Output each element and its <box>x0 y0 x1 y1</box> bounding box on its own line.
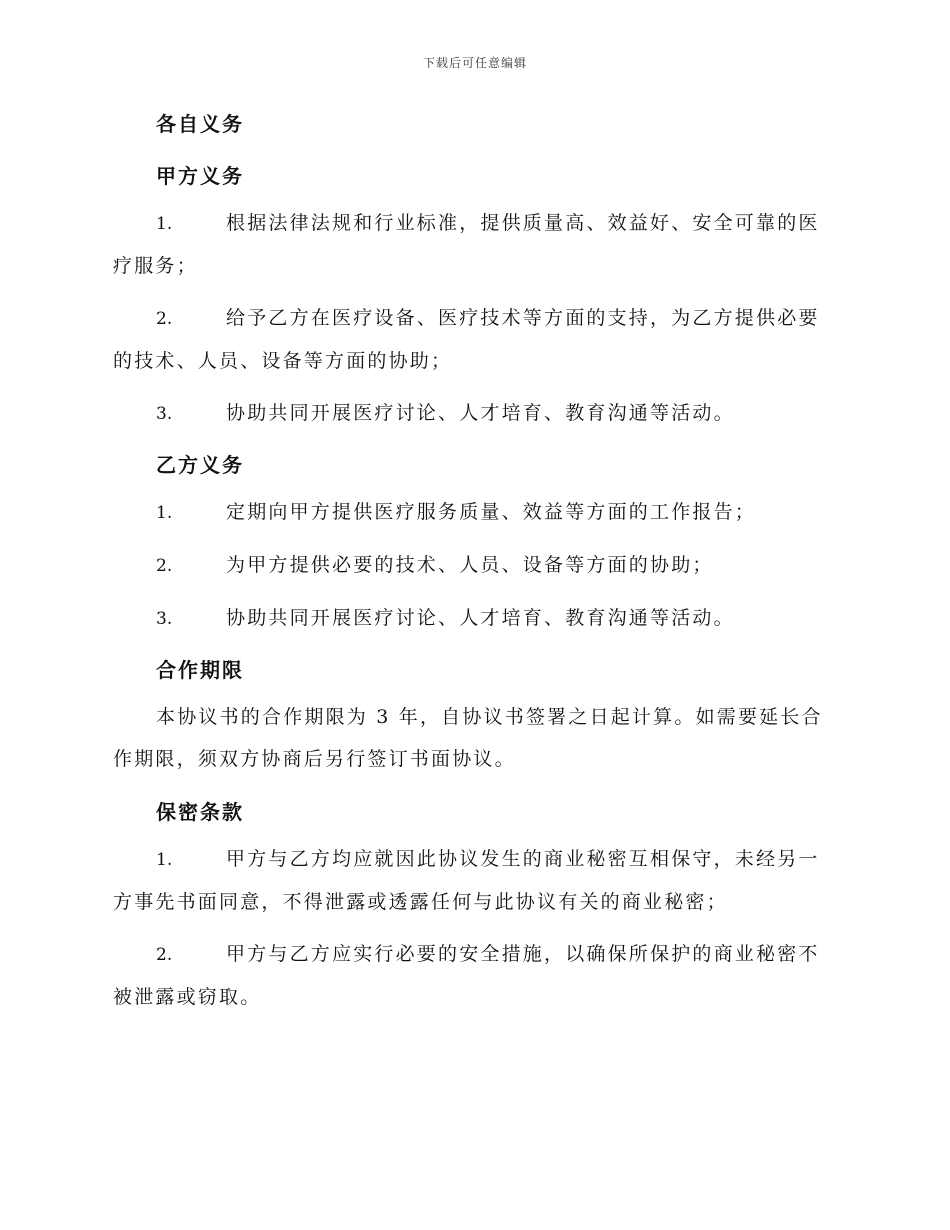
term-paragraph <box>113 696 833 780</box>
section-title-term: 合作期限 <box>156 658 244 682</box>
item-number: 1. <box>156 850 173 870</box>
confidentiality-item-2 <box>113 933 833 1018</box>
item-text: 为甲方提供必要的技术、人员、设备等方面的协助； <box>226 554 714 576</box>
item-text-continued: 疗服务； <box>113 255 198 277</box>
item-number: 3. <box>156 404 173 424</box>
item-number: 1. <box>156 503 173 523</box>
item-text: 甲方与乙方应实行必要的安全措施，以确保所保护的商业秘密不 <box>226 943 820 965</box>
confidentiality-item-1 <box>113 838 833 923</box>
document-body <box>113 108 833 1018</box>
item-number: 2. <box>156 556 173 576</box>
section-title-confidentiality: 保密条款 <box>156 800 244 824</box>
party-b-item-2 <box>113 544 833 587</box>
item-text: 定期向甲方提供医疗服务质量、效益等方面的工作报告； <box>226 501 757 523</box>
item-number: 1. <box>156 214 173 234</box>
item-text: 协助共同开展医疗讨论、人才培育、教育沟通等活动。 <box>226 402 735 424</box>
item-text: 根据法律法规和行业标准，提供质量高、效益好、安全可靠的医 <box>226 212 820 234</box>
party-b-item-3 <box>113 597 833 640</box>
term-text: 本协议书的合作期限为 3 年，自协议书签署之日起计算。如需要延长合 <box>156 706 823 728</box>
item-text-continued: 方事先书面同意，不得泄露或透露任何与此协议有关的商业秘密； <box>113 891 728 913</box>
item-text: 给予乙方在医疗设备、医疗技术等方面的支持，为乙方提供必要 <box>226 307 820 329</box>
item-text: 协助共同开展医疗讨论、人才培育、教育沟通等活动。 <box>226 607 735 629</box>
section-title-obligations: 各自义务 <box>156 112 244 136</box>
page-header: 下载后可任意编辑 <box>422 56 527 70</box>
item-text: 甲方与乙方均应就因此协议发生的商业秘密互相保守，未经另一 <box>226 848 820 870</box>
section-title-party-a: 甲方义务 <box>156 164 244 188</box>
party-b-item-1 <box>113 491 833 534</box>
item-number: 3. <box>156 609 173 629</box>
party-a-item-2 <box>113 297 833 382</box>
item-number: 2. <box>156 309 173 329</box>
item-text-continued: 被泄露或窃取。 <box>113 986 262 1008</box>
item-text-continued: 的技术、人员、设备等方面的协助； <box>113 350 453 372</box>
party-a-item-3 <box>113 392 833 435</box>
item-number: 2. <box>156 945 173 965</box>
section-title-party-b: 乙方义务 <box>156 453 244 477</box>
term-text-continued: 作期限，须双方协商后另行签订书面协议。 <box>113 748 516 770</box>
party-a-item-1 <box>113 202 833 287</box>
